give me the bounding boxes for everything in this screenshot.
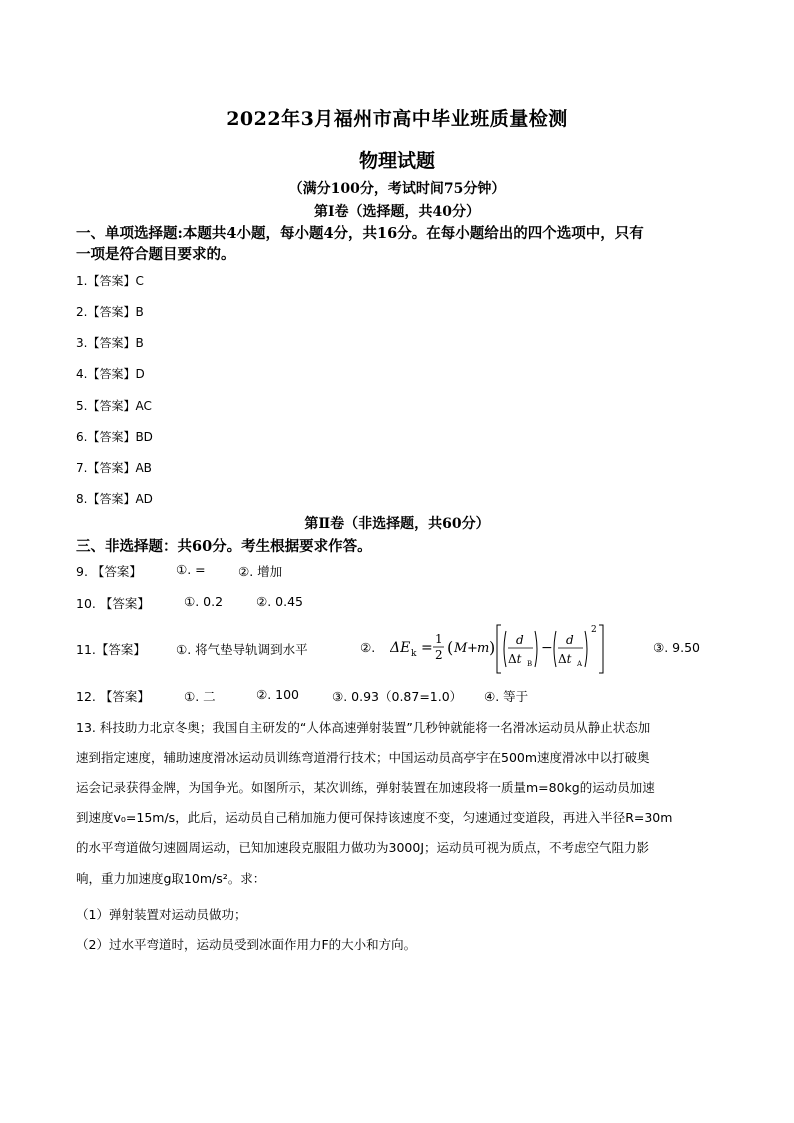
part1-heading: 第Ⅰ卷（选择题，共40分） bbox=[313, 204, 481, 220]
svg-text:−: − bbox=[541, 640, 553, 656]
svg-text:ΔE: ΔE bbox=[390, 640, 411, 656]
answer-12-label: 12. 【答案】 bbox=[76, 689, 150, 704]
exam-note: （满分100分，考试时间75分钟） bbox=[288, 181, 506, 197]
kinetic-energy-formula bbox=[390, 617, 630, 679]
answer-9-a2: ②. 增加 bbox=[238, 564, 283, 579]
answer-12-a4: ④. 等于 bbox=[484, 689, 529, 704]
answer-12-a2: ②. 100 bbox=[256, 687, 300, 702]
section1-line1: 一、单项选择题:本题共4小题，每小题4分，共16分。在每小题给出的四个选项中，只有 bbox=[76, 225, 644, 242]
svg-text:(: ( bbox=[447, 638, 454, 657]
part2-heading: 第Ⅱ卷（非选择题，共60分） bbox=[304, 516, 490, 532]
q13-line-3: 运会记录获得金牌，为国争光。如图所示，某次训练，弹射装置在加速段将一质量m=80kg的运动员加速 bbox=[76, 780, 655, 795]
svg-text:2: 2 bbox=[591, 625, 597, 635]
answer-8: 8.【答案】AD bbox=[76, 492, 153, 506]
answer-5: 5.【答案】AC bbox=[76, 399, 152, 413]
q13-line-1: 13. 科技助力北京冬奥；我国自主研发的“人体高速弹射装置”几秒钟就能将一名滑冰运动员从静止状态加 bbox=[76, 720, 651, 735]
answer-12-a3: ③. 0.93（0.87=1.0） bbox=[332, 689, 463, 704]
svg-text:k: k bbox=[411, 649, 417, 659]
answer-12-row bbox=[76, 687, 716, 705]
answer-10-label: 10. 【答案】 bbox=[76, 596, 150, 611]
svg-text:=: = bbox=[421, 640, 433, 656]
svg-text:Δt: Δt bbox=[508, 652, 522, 666]
answer-3: 3.【答案】B bbox=[76, 336, 144, 350]
svg-text:): ) bbox=[489, 638, 496, 657]
answer-9-a1: ①. = bbox=[176, 562, 206, 577]
svg-text:Δt: Δt bbox=[558, 652, 572, 666]
svg-text:d: d bbox=[516, 633, 524, 647]
svg-text:d: d bbox=[566, 633, 574, 647]
q13-line-6: 响，重力加速度g取10m/s²。求： bbox=[76, 871, 266, 886]
answer-10-row bbox=[76, 594, 716, 612]
svg-text:A: A bbox=[577, 660, 583, 668]
answer-10-a1: ①. 0.2 bbox=[184, 594, 224, 609]
answer-9-label: 9. 【答案】 bbox=[76, 564, 142, 579]
answer-10-a2: ②. 0.45 bbox=[256, 594, 303, 609]
q13-line-4: 到速度v₀=15m/s，此后，运动员自己稍加施力便可保持该速度不变，匀速通过变道段，再进入半径R=30m bbox=[76, 810, 673, 825]
svg-text:+: + bbox=[467, 641, 478, 656]
svg-text:B: B bbox=[527, 660, 533, 668]
answer-11-a2-prefix: ②. bbox=[360, 640, 376, 655]
svg-text:2: 2 bbox=[435, 648, 443, 662]
q13-line-2: 速到指定速度，辅助速度滑冰运动员训练弯道滑行技术；中国运动员高亭宇在500m速度滑冰中以打破奥 bbox=[76, 750, 650, 765]
section1-line2: 一项是符合题目要求的。 bbox=[76, 246, 236, 263]
svg-text:m: m bbox=[477, 641, 490, 656]
answer-11-a3: ③. 9.50 bbox=[653, 640, 700, 655]
answer-11-a1: ①. 将气垫导轨调到水平 bbox=[176, 642, 308, 657]
answer-4: 4.【答案】D bbox=[76, 367, 145, 381]
answer-11-label: 11.【答案】 bbox=[76, 642, 146, 657]
svg-text:M: M bbox=[454, 641, 468, 656]
section3-line: 三、非选择题：共60分。考生根据要求作答。 bbox=[76, 538, 372, 555]
answer-6: 6.【答案】BD bbox=[76, 430, 153, 444]
subject-title: 物理试题 bbox=[358, 150, 435, 172]
q13-sub-2: （2）过水平弯道时，运动员受到冰面作用力F的大小和方向。 bbox=[76, 937, 417, 952]
answer-1: 1.【答案】C bbox=[76, 274, 144, 288]
answer-9-row bbox=[76, 562, 716, 580]
q13-sub-1: （1）弹射装置对运动员做功； bbox=[76, 907, 247, 922]
page-title: 2022年3月福州市高中毕业班质量检测 bbox=[226, 108, 568, 130]
answer-12-a1: ①. 二 bbox=[184, 689, 216, 704]
answer-2: 2.【答案】B bbox=[76, 305, 144, 319]
svg-text:1: 1 bbox=[435, 632, 443, 646]
q13-line-5: 的水平弯道做匀速圆周运动，已知加速段克服阻力做功为3000J；运动员可视为质点，不考虑空气阻力影 bbox=[76, 840, 650, 855]
answer-7: 7.【答案】AB bbox=[76, 461, 152, 475]
